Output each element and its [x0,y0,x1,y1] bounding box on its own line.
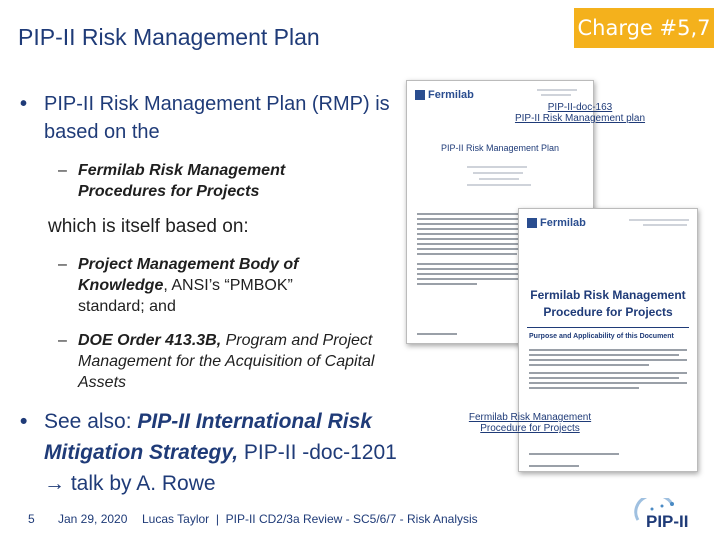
pmbok-emphasis: Project Management Body of Knowledge [78,256,299,294]
pip2-logo [632,498,714,534]
sub-bullet-doe-text [78,330,398,393]
charge-badge: Charge #5,7 [574,8,714,48]
fermilab-logo: Fermilab [527,217,586,229]
bullet-dot-icon: • [20,410,28,433]
talk-ref: talk by A. Rowe [65,472,216,495]
page-number: 5 [28,512,35,526]
sub-bullet-fermilab-procedures [58,160,358,202]
sub-bullet-pmbok [58,254,358,317]
doc-1201-ref: PIP-II -doc-1201 [238,441,397,464]
doc-link-163-line1[interactable]: PIP-II-doc-163 [547,102,613,113]
strategy-title: PIP-II International Risk Mitigation Strategy, [44,410,372,464]
which-text: which is itself based on: [48,216,249,237]
pip2-logo-text: PIP-II [646,512,689,531]
doc-link-procedure-line1[interactable]: Fermilab Risk Management [468,412,592,423]
doc-link-fermilab-procedure[interactable] [450,412,610,434]
slide-title: PIP-II Risk Management Plan [18,24,320,50]
doc2-title-line1: Fermilab Risk Management [530,288,686,302]
footer-date: Jan 29, 2020 [58,512,128,526]
doc2-section-heading: Purpose and Applicability of this Document [529,333,674,340]
dash-icon: – [58,256,67,273]
doc-link-pip2-doc-163[interactable] [500,102,660,124]
arrow-right-icon: → [44,472,65,495]
doc-link-163-line2[interactable]: PIP-II Risk Management plan [514,113,646,124]
pmbok-rest: , ANSI’s “PMBOK” standard; and [78,277,293,315]
bullet-rmp [20,90,400,146]
sub-bullet-doe-order [58,330,398,393]
doc1-title: PIP-II Risk Management Plan [440,143,560,153]
sub-bullet-pmbok-text [78,254,358,317]
doe-order-number: DOE Order 413.3B, [78,332,222,349]
bullet-see-also [20,406,400,499]
bullet-rmp-text: PIP-II Risk Management Plan (RMP) is based on the [44,93,390,143]
footer-info: Lucas Taylor | PIP-II CD2/3a Review - SC5/6/7 - Risk Analysis [142,512,478,526]
bullet-dot-icon: • [20,93,28,115]
bullet-see-also-text [44,406,400,499]
see-also-label: See also: [44,410,138,433]
dash-icon: – [58,332,67,349]
fermilab-logo: Fermilab [415,89,474,101]
doc-link-procedure-line2[interactable]: Procedure for Projects [480,423,580,434]
dash-icon: – [58,162,67,179]
doe-order-title: Program and Project Management for the Acquisition of Capital Assets [78,332,375,391]
sub-bullet-fermilab-text: Fermilab Risk Management Procedures for Projects [78,162,286,200]
doc2-title-line2: Procedure for Projects [543,305,673,319]
